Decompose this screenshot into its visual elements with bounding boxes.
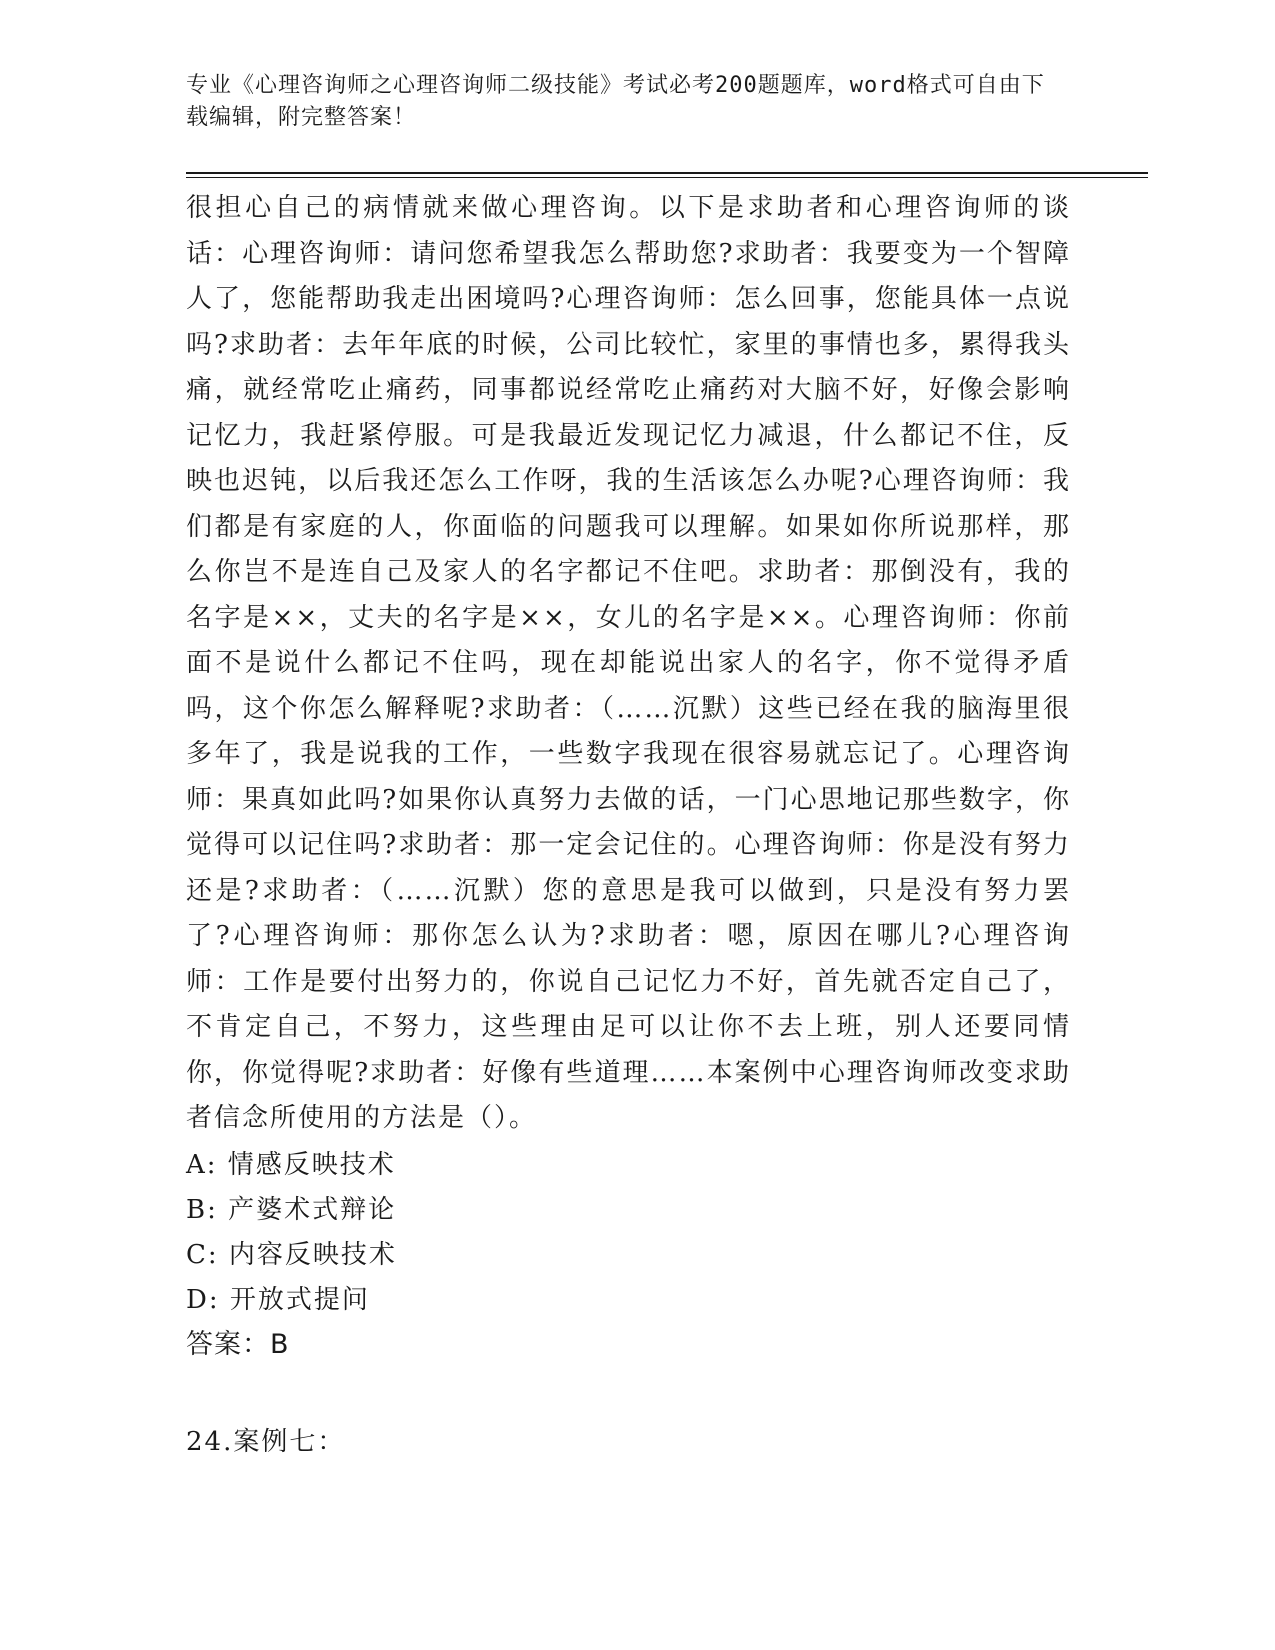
option-a: A: 情感反映技术 (186, 1150, 396, 1180)
option-d: D: 开放式提问 (186, 1285, 370, 1315)
option-list (186, 1143, 786, 1323)
header-divider (186, 172, 1148, 178)
option-b: B: 产婆术式辩论 (186, 1195, 397, 1225)
option-c: C: 内容反映技术 (186, 1240, 397, 1270)
answer-line: 答案：B (186, 1329, 290, 1360)
question-body: 很担心自己的病情就来做心理咨询。以下是求助者和心理咨询师的谈话：心理咨询师：请问您希望我怎么帮助您?求助者：我要变为一个智障人了，您能帮助我走出困境吗?心理咨询师：怎么回事，您能具体一点说吗?求助者：去年年底的时候，公司比较忙，家里的事情也多，累得我头痛，就经常吃止痛药，同事都说经常吃止痛药对大脑不好，好像会影响记忆力，我赶紧停服。可是我最近发现记忆力减退，什么都记不住，反映也迟钝，以后我还怎么工作呀，我的生活该怎么办呢?心理咨询师：我们都是有家庭的人，你面临的问题我可以理解。如果如你所说那样，那么你岂不是连自己及家人的名字都记不住吧。求助者：那倒没有，我的名字是××，丈夫的名字是××，女儿的名字是××。心理咨询师：你前面不是说什么都记不住吗，现在却能说出家人的名字，你不觉得矛盾吗，这个你怎么解释呢?求助者：（……沉默）这些已经在我的脑海里很多年了，我是说我的工作，一些数字我现在很容易就忘记了。心理咨询师：果真如此吗?如果你认真努力去做的话，一门心思地记那些数字，你觉得可以记住吗?求助者：那一定会记住的。心理咨询师：你是没有努力还是?求助者：（……沉默）您的意思是我可以做到，只是没有努力罢了?心理咨询师：那你怎么认为?求助者：嗯，原因在哪儿?心理咨询师：工作是要付出努力的，你说自己记忆力不好，首先就否定自己了，不肯定自己，不努力，这些理由足可以让你不去上班，别人还要同情你，你觉得呢?求助者：好像有些道理……本案例中心理咨询师改变求助者信念所使用的方法是（）。 (186, 193, 1071, 1133)
page-header: 专业《心理咨询师之心理咨询师二级技能》考试必考200题题库，word格式可自由下载编辑，附完整答案！ (186, 73, 1045, 130)
next-case-heading: 24.案例七： (186, 1427, 346, 1457)
